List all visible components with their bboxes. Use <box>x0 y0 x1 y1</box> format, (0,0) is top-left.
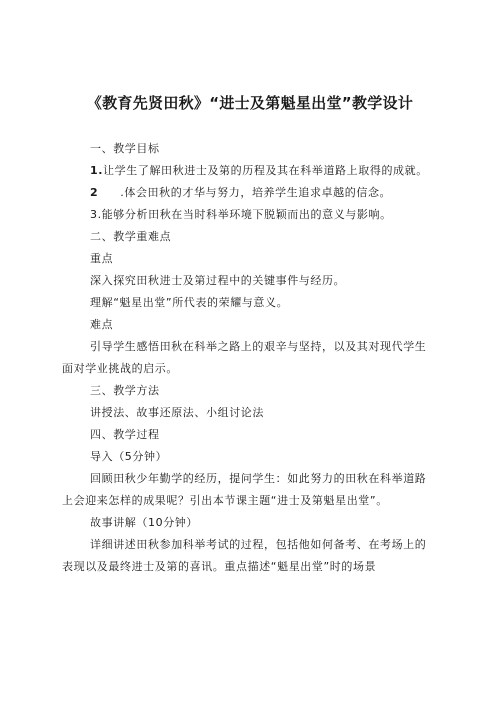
difficulty-text: 引导学生感悟田秋在科举之路上的艰辛与坚持，以及其对现代学生面对学业挑战的启示。 <box>62 340 427 375</box>
section-heading-methods: 三、教学方法 <box>90 384 160 397</box>
key-point-2: 理解“魁星出堂”所代表的荣耀与意义。 <box>90 296 289 309</box>
document-title: 《教育先贤田秋》“进士及第魁星出堂”教学设计 <box>86 94 414 112</box>
objective-3: 3.能够分析田秋在当时科举环境下脱颖而出的意义与影响。 <box>90 208 392 221</box>
story-text: 详细讲述田秋参加科举考试的过程，包括他如何备考、在考场上的表现以及最终进士及第的喜讯。重点描述“魁星出堂”时的场景 <box>62 538 427 573</box>
objective-1-number: 1. <box>90 164 104 177</box>
difficulty-label: 难点 <box>90 318 114 331</box>
objective-2-number: 2 <box>90 186 99 199</box>
section-heading-objectives: 一、教学目标 <box>90 142 160 155</box>
objective-2 <box>62 182 434 204</box>
section-heading-process: 四、教学过程 <box>90 428 160 441</box>
section-heading-key-points: 二、教学重难点 <box>90 230 172 243</box>
document-body <box>62 138 434 578</box>
methods-text: 讲授法、故事还原法、小组讨论法 <box>90 406 264 419</box>
intro-text: 回顾田秋少年勤学的经历，提问学生：如此努力的田秋在科举道路上会迎来怎样的成果呢？引出本节课主题“进士及第魁星出堂”。 <box>62 472 427 507</box>
key-point-1: 深入探究田秋进士及第过程中的关键事件与经历。 <box>90 274 346 287</box>
story-label: 故事讲解（10分钟） <box>90 516 198 529</box>
objective-1 <box>62 160 434 182</box>
intro-label: 导入（5分钟） <box>90 450 168 463</box>
key-points-label: 重点 <box>90 252 114 265</box>
objective-1-text: 让学生了解田秋进士及第的历程及其在科举道路上取得的成就。 <box>103 164 428 177</box>
objective-2-text: .体会田秋的才华与努力，培养学生追求卓越的信念。 <box>120 186 392 199</box>
